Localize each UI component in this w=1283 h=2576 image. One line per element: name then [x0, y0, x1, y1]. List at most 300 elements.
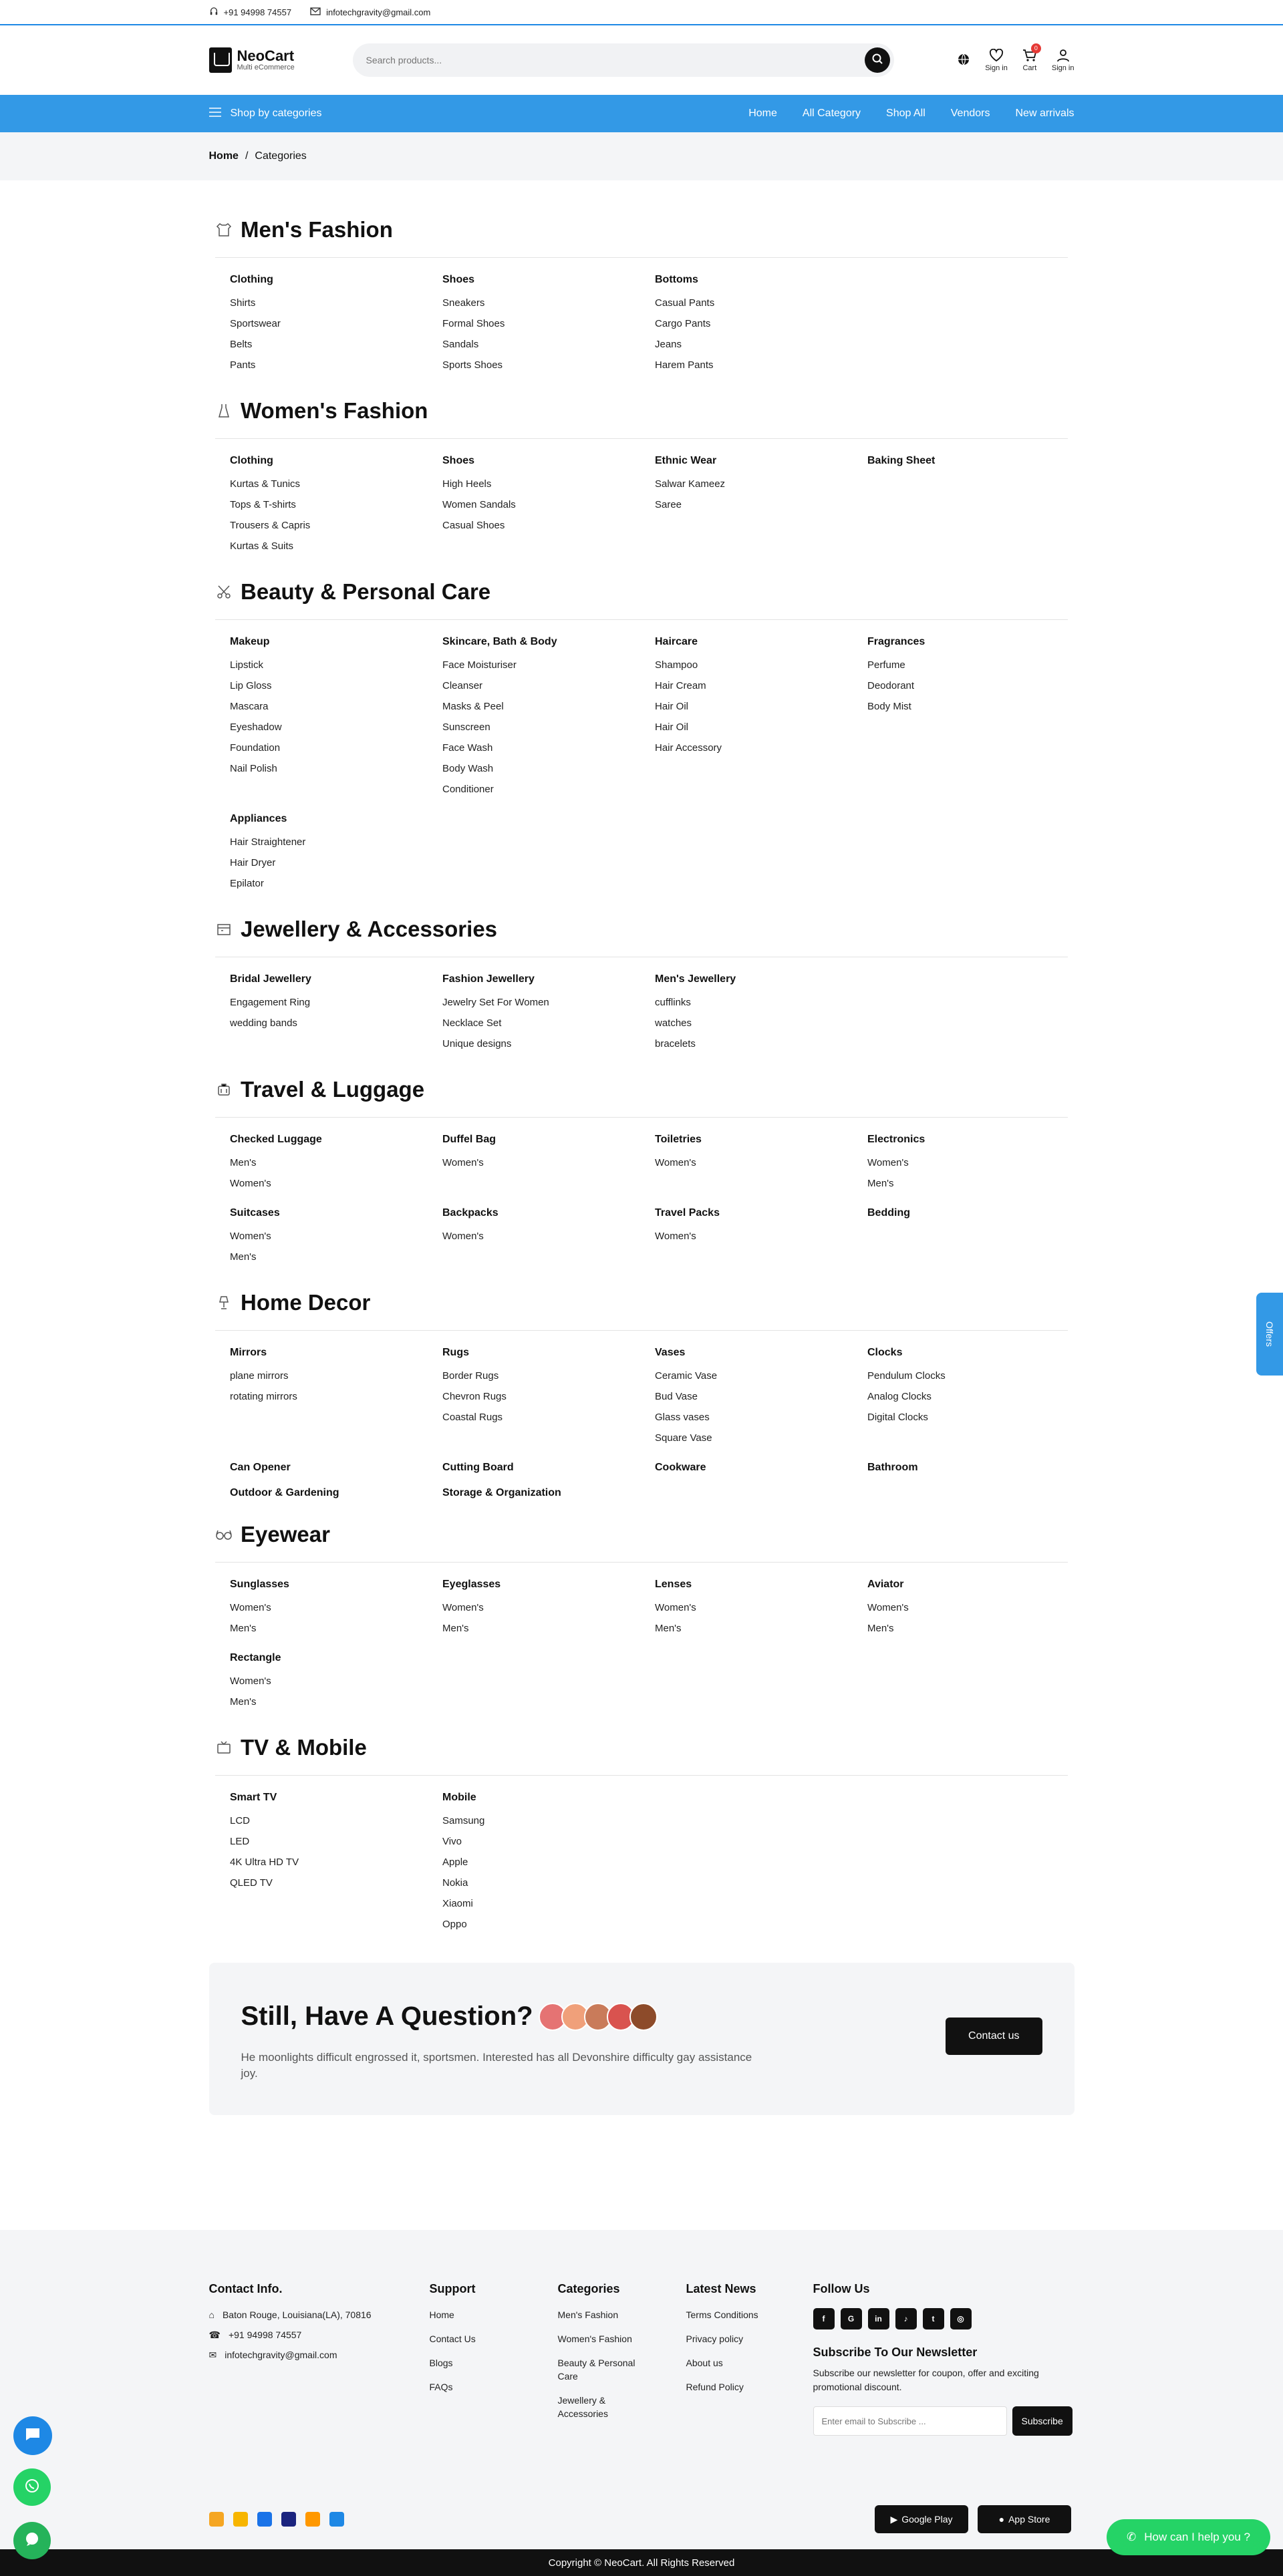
breadcrumb-separator: / — [245, 150, 249, 162]
home-icon: ⌂ — [208, 2309, 215, 2320]
subcategory-heading[interactable]: Fragrances — [867, 636, 925, 647]
subcategory-link[interactable]: Men's — [867, 1178, 894, 1189]
subcategory-link[interactable]: Men's — [230, 1157, 257, 1168]
subcategory-link[interactable]: Lip Gloss — [230, 680, 272, 691]
subcategory-link[interactable]: Women's — [230, 1178, 271, 1189]
subcategory-link[interactable]: Nail Polish — [230, 763, 277, 774]
footer — [0, 2230, 1283, 2549]
subcategory-heading[interactable]: Can Opener — [230, 1462, 291, 1473]
question-title-text: Still, Have A Question? — [241, 2001, 533, 2031]
subcategory-heading[interactable]: Suitcases — [230, 1207, 280, 1219]
footer-address-text: Baton Rouge, Louisiana(LA), 70816 — [222, 2309, 372, 2320]
category-title-text: Eyewear — [241, 1522, 330, 1547]
category-title[interactable] — [215, 217, 1068, 258]
avatar — [629, 2003, 658, 2031]
subcategory-heading[interactable]: Haircare — [655, 636, 698, 647]
topbar-email[interactable] — [310, 7, 430, 17]
subcategory-grid — [215, 1134, 1068, 1267]
subcategory-heading[interactable]: Storage & Organization — [442, 1487, 561, 1498]
tiktok-icon[interactable]: ♪ — [895, 2308, 917, 2329]
subcategory-link[interactable]: Casual Shoes — [442, 520, 505, 531]
google-icon[interactable]: G — [841, 2308, 862, 2329]
subcategory-group — [867, 1579, 1080, 1639]
subcategory-link[interactable]: Jeans — [655, 339, 682, 350]
whatsapp-help-button[interactable] — [1107, 2519, 1270, 2555]
help-label: How can I help you ? — [1144, 2531, 1250, 2543]
category-title-text: Women's Fashion — [241, 398, 428, 423]
social-links — [813, 2308, 1075, 2329]
subcategory-link[interactable]: Tops & T-shirts — [230, 499, 296, 510]
chat-icon — [25, 2427, 41, 2445]
subcategory-heading[interactable]: Duffel Bag — [442, 1134, 496, 1145]
subcategory-heading[interactable]: Lenses — [655, 1579, 692, 1590]
subcategory-group — [442, 274, 655, 375]
subcategory-link[interactable]: Pants — [230, 359, 256, 371]
logo[interactable] — [209, 47, 353, 73]
subcategory-link[interactable]: Women's — [655, 1231, 696, 1242]
subcategory-group — [442, 1487, 655, 1499]
subcategory-link[interactable]: wedding bands — [230, 1017, 297, 1029]
nav-links — [748, 108, 1074, 120]
nav-link-home[interactable]: Home — [748, 108, 777, 119]
payment-method-icon — [209, 2512, 224, 2527]
jewellery-icon — [215, 921, 233, 938]
subcategory-heading[interactable]: Backpacks — [442, 1207, 498, 1219]
newsletter-email-input[interactable] — [813, 2406, 1007, 2436]
footer-support-link[interactable]: Contact Us — [429, 2333, 476, 2344]
subcategory-link[interactable]: Square Vase — [655, 1432, 712, 1444]
footer-follow — [813, 2282, 1075, 2436]
subcategory-heading[interactable]: Mirrors — [230, 1347, 267, 1358]
subcategory-grid — [215, 1792, 1068, 1935]
account-button[interactable] — [1052, 49, 1075, 72]
subcategory-group — [655, 455, 867, 556]
subcategory-link[interactable]: Apple — [442, 1857, 468, 1868]
subcategory-group — [230, 1207, 442, 1267]
subcategory-group — [230, 973, 442, 1054]
subcategory-group — [230, 1134, 442, 1194]
subcategory-link[interactable]: Women's — [867, 1157, 909, 1168]
subcategory-link[interactable]: Body Wash — [442, 763, 494, 774]
subcategory-heading[interactable]: Smart TV — [230, 1792, 277, 1803]
subcategory-link[interactable]: watches — [655, 1017, 692, 1029]
subcategory-group — [655, 1347, 867, 1448]
subcategory-heading[interactable]: Bedding — [867, 1207, 910, 1219]
subcategory-heading[interactable]: Toiletries — [655, 1134, 702, 1145]
subcategory-link[interactable]: Xiaomi — [442, 1898, 473, 1909]
subcategory-group — [867, 455, 1080, 556]
topbar-email-text: infotechgravity@gmail.com — [326, 7, 431, 17]
nav-link-all-category[interactable]: All Category — [802, 108, 861, 119]
subcategory-group — [230, 1792, 442, 1935]
twitter-icon[interactable]: t — [923, 2308, 944, 2329]
subcategory-link[interactable]: Engagement Ring — [230, 997, 311, 1008]
offers-tab[interactable] — [1256, 1293, 1283, 1376]
subcategory-link[interactable]: Formal Shoes — [442, 318, 505, 329]
subcategory-link[interactable]: Men's — [655, 1623, 682, 1634]
search-button[interactable] — [865, 47, 890, 73]
subcategory-link[interactable]: Chevron Rugs — [442, 1391, 507, 1402]
subcategory-link[interactable]: Women's — [867, 1602, 909, 1613]
subcategory-link[interactable]: Deodorant — [867, 680, 915, 691]
breadcrumb-home[interactable]: Home — [208, 150, 239, 162]
categories-list — [215, 180, 1068, 1935]
nav-link-vendors[interactable]: Vendors — [950, 108, 990, 119]
subcategory-link[interactable]: Women Sandals — [442, 499, 516, 510]
subcategory-group — [230, 813, 442, 894]
payment-method-icon — [281, 2512, 296, 2527]
subcategory-group — [442, 1207, 655, 1267]
subcategory-group — [867, 1207, 1080, 1267]
subcategory-link[interactable]: Kurtas & Suits — [230, 540, 294, 552]
nav-link-shop-all[interactable]: Shop All — [886, 108, 925, 119]
footer-address — [209, 2308, 430, 2321]
subcategory-group — [867, 636, 1080, 800]
footer-category-link[interactable]: Men's Fashion — [557, 2309, 619, 2320]
contact-us-button[interactable]: Contact us — [946, 2018, 1042, 2055]
search-bar — [353, 43, 894, 77]
subcategory-link[interactable]: Men's — [230, 1251, 257, 1263]
subcategory-link[interactable]: Face Moisturiser — [442, 659, 517, 671]
subcategory-link[interactable]: Hair Accessory — [655, 742, 722, 754]
nav-link-new-arrivals[interactable]: New arrivals — [1015, 108, 1075, 119]
subcategory-link[interactable]: Men's — [230, 1623, 257, 1634]
footer-support — [430, 2282, 558, 2436]
subcategory-link[interactable]: Oppo — [442, 1919, 467, 1930]
subcategory-heading[interactable]: Fashion Jewellery — [442, 973, 535, 985]
subcategory-group — [442, 1792, 655, 1935]
subcategory-link[interactable]: Women's — [655, 1602, 696, 1613]
chat-widget-button[interactable] — [13, 2416, 52, 2455]
subcategory-heading[interactable]: Bathroom — [867, 1462, 918, 1473]
subcategory-link[interactable]: Women's — [442, 1602, 484, 1613]
subcategory-link[interactable]: Cleanser — [442, 680, 483, 691]
subcategory-heading[interactable]: Cookware — [655, 1462, 706, 1473]
dress-icon — [215, 402, 233, 420]
whatsapp-button[interactable] — [13, 2468, 51, 2506]
subcategory-link[interactable]: Hair Cream — [655, 680, 706, 691]
footer-support-link[interactable]: Blogs — [429, 2358, 453, 2368]
subcategory-heading[interactable]: Men's Jewellery — [655, 973, 736, 985]
live-chat-button[interactable] — [13, 2522, 51, 2559]
subcategory-link[interactable]: Perfume — [867, 659, 905, 671]
subcategory-link[interactable]: Face Wash — [442, 742, 493, 754]
subcategory-heading[interactable]: Aviator — [867, 1579, 904, 1590]
subcategory-link[interactable]: Belts — [230, 339, 253, 350]
subcategory-group — [442, 1579, 655, 1639]
footer-support-link[interactable]: Home — [429, 2309, 454, 2320]
subcategory-heading[interactable]: Outdoor & Gardening — [230, 1487, 339, 1498]
cart-label: Cart — [1022, 63, 1037, 72]
subcategory-heading[interactable]: Baking Sheet — [867, 455, 936, 466]
subcategory-link[interactable]: Harem Pants — [655, 359, 714, 371]
category-travel-luggage — [215, 1077, 1068, 1267]
footer-category-link[interactable]: Beauty & Personal Care — [557, 2358, 635, 2382]
language-button[interactable] — [957, 53, 970, 68]
payment-method-icon — [329, 2512, 344, 2527]
tv-icon — [215, 1739, 233, 1756]
newsletter-form — [813, 2406, 1075, 2436]
header-actions — [957, 45, 1075, 72]
subcategory-grid — [215, 1347, 1068, 1499]
shop-by-categories-label: Shop by categories — [230, 108, 322, 119]
category-title[interactable] — [215, 1077, 1068, 1118]
subcategory-heading[interactable]: Appliances — [230, 813, 287, 824]
footer-news-link[interactable]: Refund Policy — [686, 2382, 744, 2392]
subcategory-link[interactable]: Hair Oil — [655, 701, 689, 712]
subcategory-heading[interactable]: Skincare, Bath & Body — [442, 636, 557, 647]
subcategory-heading[interactable]: Checked Luggage — [230, 1134, 322, 1145]
app-store-badges — [875, 2505, 1071, 2533]
subcategory-link[interactable]: Vivo — [442, 1836, 462, 1847]
shop-by-categories-button[interactable] — [209, 108, 322, 120]
breadcrumb-current: Categories — [255, 150, 307, 162]
subcategory-link[interactable]: Lipstick — [230, 659, 264, 671]
whatsapp-icon — [24, 2478, 40, 2497]
subcategory-heading[interactable]: Mobile — [442, 1792, 476, 1803]
subcategory-heading[interactable]: Bottoms — [655, 274, 698, 285]
subcategory-heading[interactable]: Makeup — [230, 636, 270, 647]
subcategory-heading[interactable]: Cutting Board — [442, 1462, 514, 1473]
google-play-badge[interactable] — [875, 2505, 968, 2533]
category-men-s-fashion — [215, 217, 1068, 375]
google-play-label: Google Play — [901, 2514, 953, 2525]
subcategory-link[interactable]: Mascara — [230, 701, 269, 712]
subcategory-link[interactable]: LCD — [230, 1815, 251, 1826]
subcategory-group — [230, 455, 442, 556]
subcategory-heading[interactable]: Clocks — [867, 1347, 903, 1358]
subcategory-link[interactable]: Coastal Rugs — [442, 1412, 503, 1423]
subcategory-link[interactable]: Conditioner — [442, 784, 494, 795]
subcategory-heading[interactable]: Sunglasses — [230, 1579, 289, 1590]
heart-icon — [989, 49, 1004, 64]
payment-method-icon — [233, 2512, 248, 2527]
subcategory-group — [230, 1462, 442, 1474]
category-title[interactable] — [215, 1290, 1068, 1331]
shirt-icon — [215, 221, 233, 238]
subcategory-link[interactable]: Eyeshadow — [230, 721, 282, 733]
message-icon — [24, 2531, 40, 2551]
footer-follow-title: Follow Us — [813, 2282, 870, 2295]
footer-news-title: Latest News — [686, 2282, 756, 2295]
category-title-text: Jewellery & Accessories — [241, 917, 498, 941]
subcategory-link[interactable]: Ceramic Vase — [655, 1370, 718, 1382]
subcategory-link[interactable]: Nokia — [442, 1877, 468, 1889]
category-title-text: Travel & Luggage — [241, 1077, 425, 1102]
subcategory-group — [442, 973, 655, 1054]
subcategory-heading[interactable]: Rugs — [442, 1347, 469, 1358]
category-title[interactable] — [215, 579, 1068, 620]
subcategory-link[interactable]: Unique designs — [442, 1038, 512, 1050]
subcategory-link[interactable]: Hair Dryer — [230, 857, 276, 868]
subcategory-group — [655, 1579, 867, 1639]
subcategory-link[interactable]: Epilator — [230, 878, 264, 889]
subcategory-link[interactable]: Glass vases — [655, 1412, 710, 1423]
subcategory-link[interactable]: Casual Pants — [655, 297, 715, 309]
subcategory-link[interactable]: Trousers & Capris — [230, 520, 311, 531]
subcategory-link[interactable]: LED — [230, 1836, 250, 1847]
subcategory-link[interactable]: Women's — [230, 1231, 271, 1242]
subcategory-link[interactable]: Men's — [230, 1696, 257, 1708]
subcategory-heading[interactable]: Rectangle — [230, 1652, 281, 1663]
subcategory-link[interactable]: plane mirrors — [230, 1370, 289, 1382]
question-text: He moonlights difficult engrossed it, sportsmen. Interested has all Devonshire difficulty gay assistance joy. — [241, 2051, 752, 2080]
subcategory-link[interactable]: Sportswear — [230, 318, 281, 329]
subcategory-heading[interactable]: Clothing — [230, 274, 273, 285]
subcategory-heading[interactable]: Bridal Jewellery — [230, 973, 311, 985]
subcategory-heading[interactable]: Shoes — [442, 274, 475, 285]
glasses-icon — [215, 1526, 233, 1543]
subcategory-link[interactable]: Masks & Peel — [442, 701, 504, 712]
subcategory-link[interactable]: 4K Ultra HD TV — [230, 1857, 299, 1868]
subcategory-link[interactable]: Women's — [230, 1675, 271, 1687]
subcategory-group — [442, 636, 655, 800]
footer-news-link[interactable]: Terms Conditions — [686, 2309, 758, 2320]
subcategory-link[interactable]: Saree — [655, 499, 682, 510]
subcategory-link[interactable]: cufflinks — [655, 997, 691, 1008]
footer-news-link[interactable]: About us — [686, 2358, 723, 2368]
cart-button[interactable] — [1022, 45, 1038, 72]
category-home-decor — [215, 1290, 1068, 1499]
subcategory-link[interactable]: Samsung — [442, 1815, 485, 1826]
subcategory-link[interactable]: Sunscreen — [442, 721, 490, 733]
offers-label: Offers — [1264, 1321, 1275, 1347]
subcategory-group — [867, 1347, 1080, 1448]
subcategory-link[interactable]: Women's — [230, 1602, 271, 1613]
category-beauty-personal-care — [215, 579, 1068, 894]
subcategory-heading[interactable]: Shoes — [442, 455, 475, 466]
subcategory-link[interactable]: Digital Clocks — [867, 1412, 928, 1423]
payment-method-icon — [257, 2512, 272, 2527]
subcategory-link[interactable]: Sports Shoes — [442, 359, 503, 371]
user-icon — [1056, 49, 1070, 64]
subcategory-link[interactable]: Necklace Set — [442, 1017, 502, 1029]
mail-icon: ✉ — [208, 2350, 217, 2360]
wishlist-button[interactable] — [985, 49, 1008, 72]
subcategory-heading[interactable]: Electronics — [867, 1134, 925, 1145]
category-title-text: Home Decor — [241, 1290, 371, 1315]
subcategory-link[interactable]: rotating mirrors — [230, 1391, 297, 1402]
subcategory-link[interactable]: Shampoo — [655, 659, 698, 671]
footer-contact — [209, 2282, 430, 2436]
subcategory-link[interactable]: Women's — [442, 1231, 484, 1242]
subcategory-link[interactable]: Men's — [867, 1623, 894, 1634]
subcategory-group — [442, 1134, 655, 1194]
subcategory-link[interactable]: Men's — [442, 1623, 469, 1634]
cart-count-badge: 0 — [1031, 43, 1041, 53]
subcategory-heading[interactable]: Eyeglasses — [442, 1579, 501, 1590]
headset-icon: ☎ — [208, 2329, 221, 2340]
category-title[interactable] — [215, 1735, 1068, 1776]
subcategory-link[interactable]: Sandals — [442, 339, 479, 350]
subcategory-group — [230, 1652, 442, 1712]
scissors-icon — [215, 583, 233, 601]
instagram-icon[interactable]: ◎ — [950, 2308, 972, 2329]
subcategory-link[interactable]: Body Mist — [867, 701, 911, 712]
footer-email-text: infotechgravity@gmail.com — [225, 2350, 337, 2360]
footer-phone-text: +91 94998 74557 — [228, 2329, 302, 2340]
subcategory-heading[interactable]: Ethnic Wear — [655, 455, 717, 466]
category-title-text: TV & Mobile — [241, 1735, 367, 1760]
breadcrumb — [0, 132, 1283, 180]
category-jewellery-accessories — [215, 917, 1068, 1054]
category-tv-mobile — [215, 1735, 1068, 1935]
main-nav — [0, 95, 1283, 132]
subcategory-group — [442, 455, 655, 556]
subcategory-link[interactable]: Jewelry Set For Women — [442, 997, 549, 1008]
subcategory-link[interactable]: High Heels — [442, 478, 492, 490]
subcategory-link[interactable]: Bud Vase — [655, 1391, 698, 1402]
subcategory-group — [655, 973, 867, 1054]
subcategory-link[interactable]: QLED TV — [230, 1877, 273, 1889]
footer-news-link[interactable]: Privacy policy — [686, 2333, 744, 2344]
subcategory-group — [655, 636, 867, 800]
subcategory-link[interactable]: Women's — [655, 1157, 696, 1168]
category-title[interactable] — [215, 917, 1068, 957]
footer-category-link[interactable]: Women's Fashion — [557, 2333, 632, 2344]
subcategory-group — [230, 1347, 442, 1448]
footer-support-link[interactable]: FAQs — [429, 2382, 453, 2392]
category-women-s-fashion — [215, 398, 1068, 556]
header — [0, 25, 1283, 95]
question-title — [241, 2001, 658, 2032]
subcategory-link[interactable]: Kurtas & Tunics — [230, 478, 301, 490]
subcategory-link[interactable]: Hair Straightener — [230, 836, 306, 848]
account-label: Sign in — [1051, 63, 1075, 72]
headset-icon — [209, 7, 219, 18]
subcategory-link[interactable]: Border Rugs — [442, 1370, 499, 1382]
app-store-badge[interactable] — [978, 2505, 1071, 2533]
top-bar — [0, 0, 1283, 25]
subcategory-heading[interactable]: Clothing — [230, 455, 273, 466]
subcategory-link[interactable]: Cargo Pants — [655, 318, 711, 329]
category-title[interactable] — [215, 398, 1068, 439]
subcategory-heading[interactable]: Vases — [655, 1347, 686, 1358]
linkedin-icon[interactable]: in — [868, 2308, 889, 2329]
subscribe-button[interactable]: Subscribe — [1012, 2406, 1073, 2436]
lamp-icon — [215, 1294, 233, 1311]
category-eyewear — [215, 1522, 1068, 1712]
subcategory-heading[interactable]: Travel Packs — [655, 1207, 720, 1219]
subcategory-link[interactable]: Analog Clocks — [867, 1391, 932, 1402]
footer-category-link[interactable]: Jewellery & Accessories — [557, 2395, 608, 2419]
subcategory-link[interactable]: Salwar Kameez — [655, 478, 726, 490]
subcategory-group — [442, 1462, 655, 1474]
footer-categories-title: Categories — [557, 2282, 620, 2295]
footer-contact-title: Contact Info. — [208, 2282, 283, 2295]
subcategory-link[interactable]: Sneakers — [442, 297, 485, 309]
subcategory-grid — [215, 636, 1068, 894]
subcategory-link[interactable]: Foundation — [230, 742, 281, 754]
topbar-phone[interactable] — [209, 7, 292, 18]
subcategory-link[interactable]: Hair Oil — [655, 721, 689, 733]
topbar-phone-text: +91 94998 74557 — [223, 7, 292, 17]
category-title[interactable] — [215, 1522, 1068, 1563]
subcategory-link[interactable]: Women's — [442, 1157, 484, 1168]
subcategory-link[interactable]: Pendulum Clocks — [867, 1370, 946, 1382]
footer-phone[interactable] — [209, 2328, 430, 2342]
subcategory-link[interactable]: bracelets — [655, 1038, 696, 1050]
payment-icons — [209, 2512, 344, 2527]
subcategory-group — [867, 1134, 1080, 1194]
subcategory-group — [655, 274, 867, 375]
subcategory-group — [655, 1134, 867, 1194]
footer-email[interactable] — [209, 2348, 430, 2362]
subcategory-link[interactable]: Shirts — [230, 297, 256, 309]
facebook-icon[interactable]: f — [813, 2308, 835, 2329]
search-input[interactable] — [365, 54, 768, 66]
mail-icon — [310, 7, 321, 17]
